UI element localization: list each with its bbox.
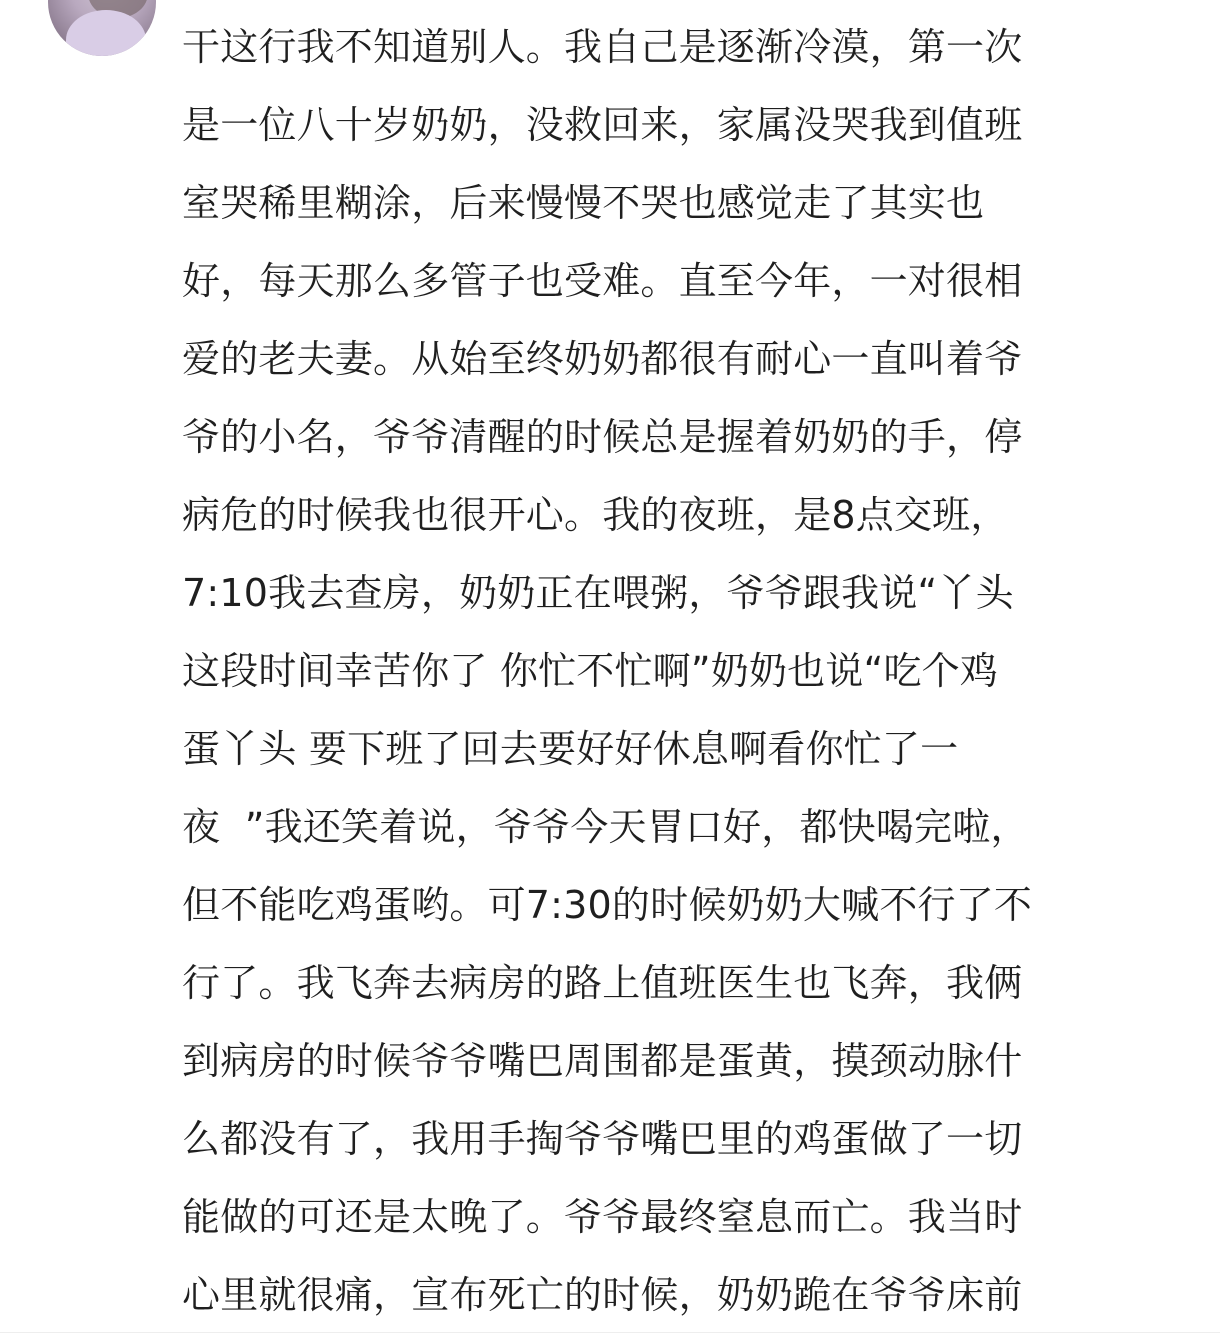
- comment-line: 能做的可还是太晚了。爷爷最终窒息而亡。我当时: [182, 1195, 1023, 1239]
- comment-line: 好，每天那么多管子也受难。直至今年，一对很相: [182, 259, 1023, 303]
- comment-line: 到病房的时候爷爷嘴巴周围都是蛋黄，摸颈动脉什: [182, 1039, 1023, 1083]
- comment-line: 干这行我不知道别人。我自己是逐渐冷漠，第一次: [182, 25, 1023, 69]
- comment-line: 室哭稀里糊涂，后来慢慢不哭也感觉走了其实也: [182, 181, 985, 225]
- comment-line: 是一位八十岁奶奶，没救回来，家属没哭我到值班: [182, 103, 1023, 147]
- avatar[interactable]: [48, 0, 156, 56]
- comment-line: 爷的小名，爷爷清醒的时候总是握着奶奶的手，停: [182, 415, 1023, 459]
- comment-line: 么都没有了，我用手掏爷爷嘴巴里的鸡蛋做了一切: [182, 1117, 1023, 1161]
- comment-line: 蛋丫头 要下班了回去要好好休息啊看你忙了一: [182, 727, 959, 771]
- avatar-photo-shoulder: [66, 10, 146, 56]
- comment-line: 爱的老夫妻。从始至终奶奶都很有耐心一直叫着爷: [182, 337, 1023, 381]
- comment-line: 这段时间幸苦你了 你忙不忙啊”奶奶也说“吃个鸡: [182, 649, 999, 693]
- comment-line: 夜 ”我还笑着说，爷爷今天胃口好，都快喝完啦，: [182, 805, 1029, 849]
- comment-line: 但不能吃鸡蛋哟。可7:30的时候奶奶大喊不行了不: [182, 883, 1033, 927]
- comment-text: [182, 8, 1172, 1334]
- comment-line: 行了。我飞奔去病房的路上值班医生也飞奔，我俩: [182, 961, 1023, 1005]
- comment-line: 7:10我去查房，奶奶正在喂粥，爷爷跟我说“丫头: [182, 571, 1014, 615]
- comment-line: 心里就很痛，宣布死亡的时候，奶奶跪在爷爷床前: [182, 1273, 1023, 1317]
- comment-line: 病危的时候我也很开心。我的夜班，是8点交班，: [182, 493, 1009, 537]
